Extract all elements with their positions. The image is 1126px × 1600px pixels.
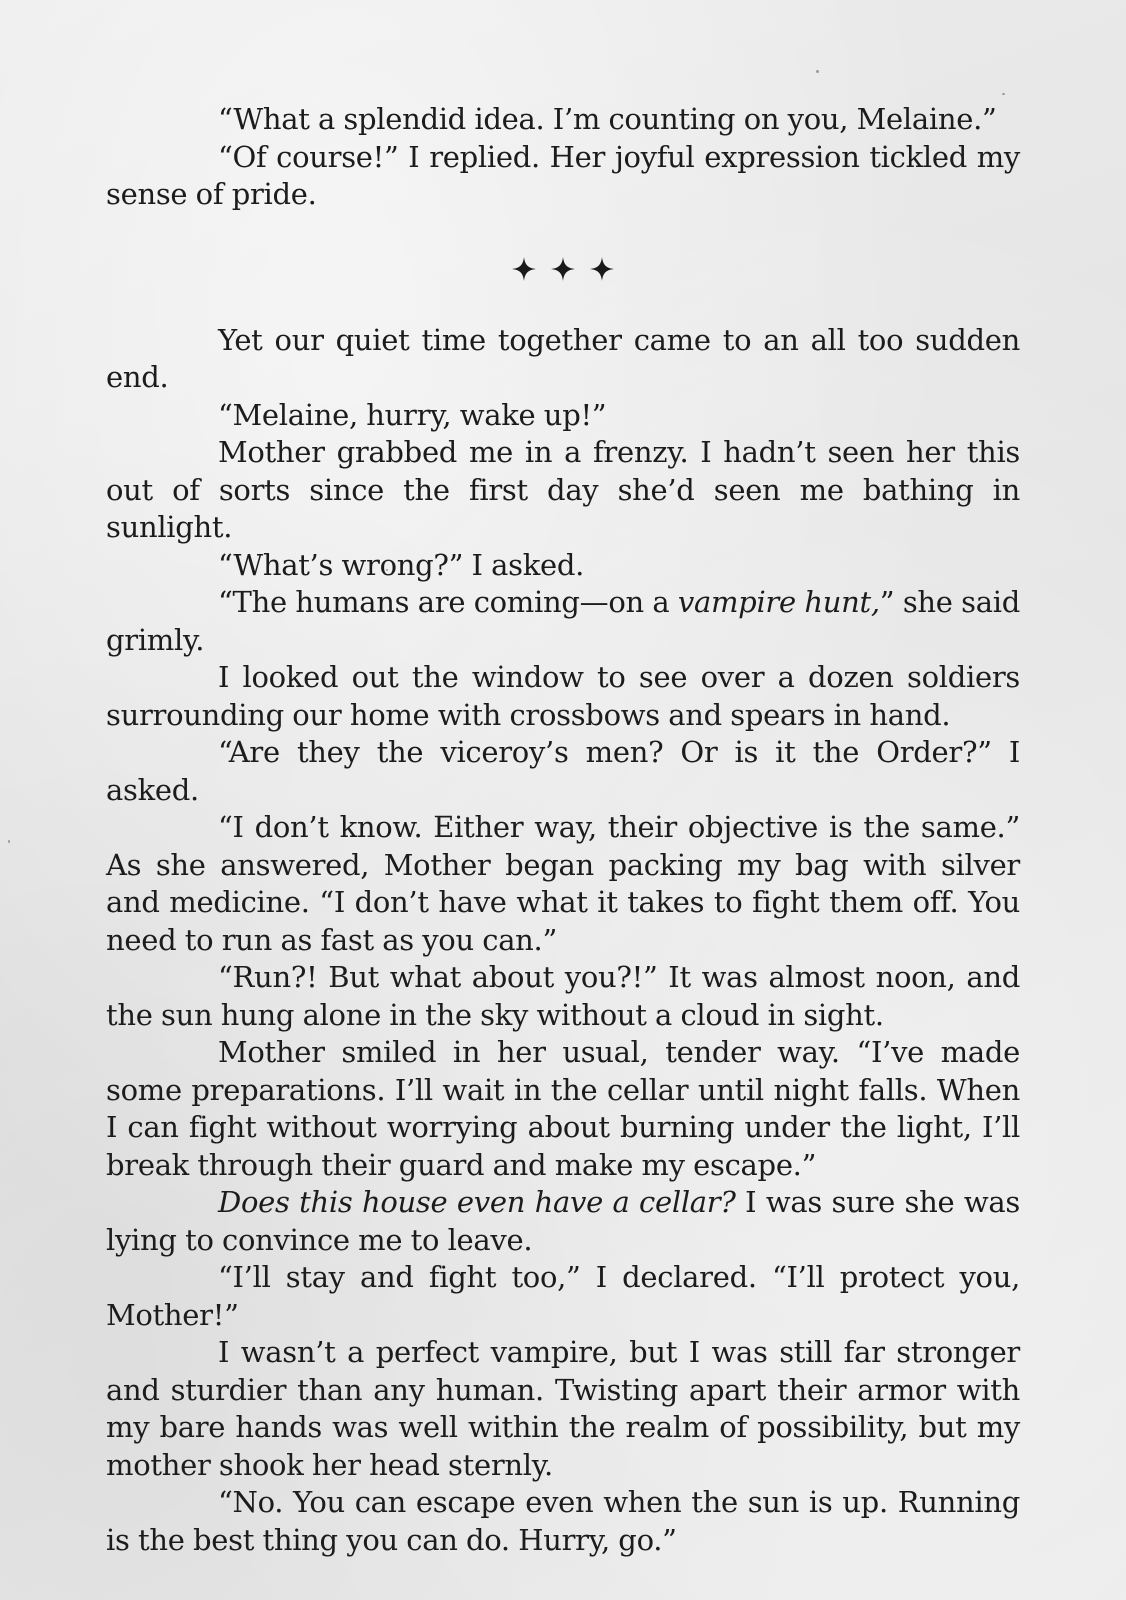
section-one bbox=[106, 101, 1020, 214]
paragraph: “Run?! But what about you?!” It was almost noon, and the sun hung alone in the sky without a cloud in sight. bbox=[106, 960, 1020, 1032]
paragraph: Mother grabbed me in a frenzy. I hadn’t seen her this out of sorts since the first day she’d seen me bathing in sunlight. bbox=[106, 435, 1020, 544]
paragraph: Yet our quiet time together came to an all too sudden end. bbox=[106, 322, 1020, 394]
paper-speck bbox=[8, 840, 10, 843]
paragraph: “No. You can escape even when the sun is up. Running is the best thing you can do. Hurry, go.” bbox=[106, 1485, 1020, 1557]
paper-speck bbox=[816, 70, 819, 73]
text-run: ” she said grimly. bbox=[106, 585, 1020, 657]
paper-speck bbox=[1002, 93, 1005, 95]
four-point-star-icon bbox=[590, 257, 614, 281]
paragraph: “What a splendid idea. I’m counting on you, Melaine.” bbox=[218, 102, 997, 136]
paragraph: “I’ll stay and fight too,” I declared. “I’ll protect you, Mother!” bbox=[106, 1260, 1020, 1332]
text-run: I was sure she was lying to convince me to leave. bbox=[106, 1185, 1020, 1257]
four-point-star-icon bbox=[512, 257, 536, 281]
italic-phrase: vampire hunt, bbox=[677, 585, 880, 619]
italic-phrase: Does this house even have a cellar? bbox=[218, 1185, 736, 1219]
scene-break bbox=[106, 240, 1020, 296]
section-two bbox=[106, 322, 1020, 1560]
paragraph: “Of course!” I replied. Her joyful expression tickled my sense of pride. bbox=[106, 139, 1020, 211]
book-page bbox=[106, 101, 1020, 1559]
paragraph: Mother smiled in her usual, tender way. “I’ve made some preparations. I’ll wait in the cellar until night falls. When I can fight without worrying about burning under the light, I’ll break through their guard and make my escape.” bbox=[106, 1035, 1020, 1182]
paragraph bbox=[106, 1184, 1020, 1259]
text-run: “The humans are coming—on a bbox=[218, 585, 678, 619]
four-point-star-icon bbox=[551, 257, 575, 281]
paragraph: I looked out the window to see over a dozen soldiers surrounding our home with crossbows and spears in hand. bbox=[106, 660, 1020, 732]
paragraph: “What’s wrong?” I asked. bbox=[218, 547, 585, 582]
paragraph bbox=[106, 584, 1020, 659]
paragraph: “I don’t know. Either way, their objective is the same.” As she answered, Mother began packing my bag with silver and medicine. “I don’t have what it takes to fight them off. You need to run as fast as you can.” bbox=[106, 810, 1020, 957]
paragraph: I wasn’t a perfect vampire, but I was still far stronger and sturdier than any human. Twisting apart their armor with my bare hands was well within the realm of possibility, but my mother shook her head sternly. bbox=[106, 1335, 1020, 1482]
paragraph: “Melaine, hurry, wake up!” bbox=[218, 397, 607, 432]
paragraph: “Are they the viceroy’s men? Or is it the Order?” I asked. bbox=[106, 735, 1020, 807]
